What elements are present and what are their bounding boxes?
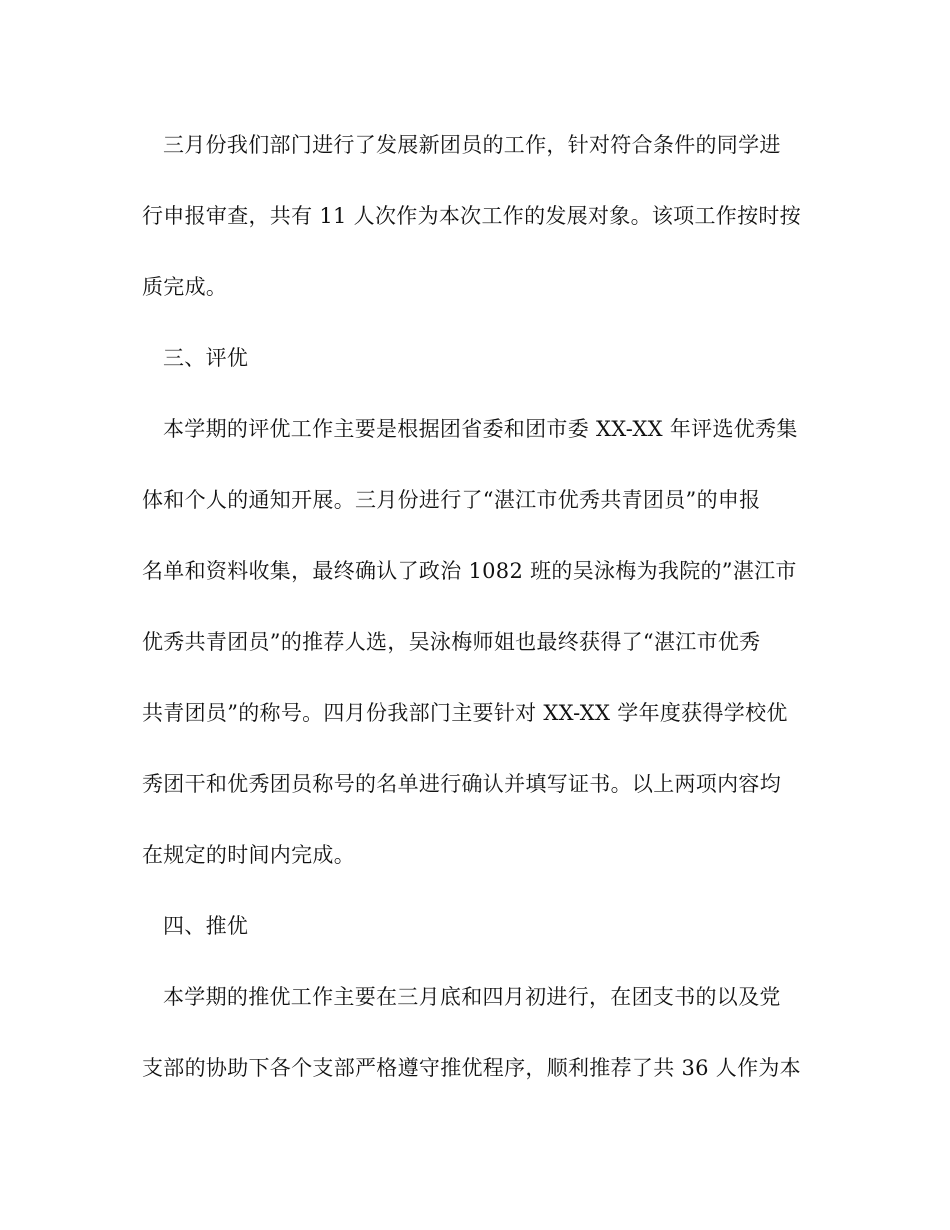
- section-heading-tuiyou: 四、推优: [163, 914, 249, 938]
- paragraph-line: 共青团员”的称号。四月份我部门主要针对 XX-XX 学年度获得学校优: [142, 701, 788, 725]
- paragraph-line: 优秀共青团员”的推荐人选，吴泳梅师姐也最终获得了“湛江市优秀: [142, 630, 761, 654]
- paragraph-line: 本学期的评优工作主要是根据团省委和团市委 XX-XX 年评选优秀集: [163, 417, 798, 441]
- paragraph-line: 质完成。: [142, 275, 228, 299]
- section-heading-pingyou: 三、评优: [163, 346, 249, 370]
- paragraph-line: 支部的协助下各个支部严格遵守推优程序，顺利推荐了共 36 人作为本: [142, 1056, 801, 1080]
- document-body: [142, 122, 804, 1116]
- paragraph-line: 体和个人的通知开展。三月份进行了“湛江市优秀共青团员”的申报: [142, 488, 761, 512]
- paragraph-line: 行申报审查，共有 11 人次作为本次工作的发展对象。该项工作按时按: [142, 204, 801, 228]
- paragraph-line: 在规定的时间内完成。: [142, 843, 355, 867]
- paragraph-line: 三月份我们部门进行了发展新团员的工作，针对符合条件的同学进: [163, 133, 781, 157]
- paragraph-line: 名单和资料收集，最终确认了政治 1082 班的吴泳梅为我院的”湛江市: [142, 559, 797, 583]
- paragraph-line: 本学期的推优工作主要在三月底和四月初进行，在团支书的以及党: [163, 985, 781, 1009]
- paragraph-line: 秀团干和优秀团员称号的名单进行确认并填写证书。以上两项内容均: [142, 772, 781, 796]
